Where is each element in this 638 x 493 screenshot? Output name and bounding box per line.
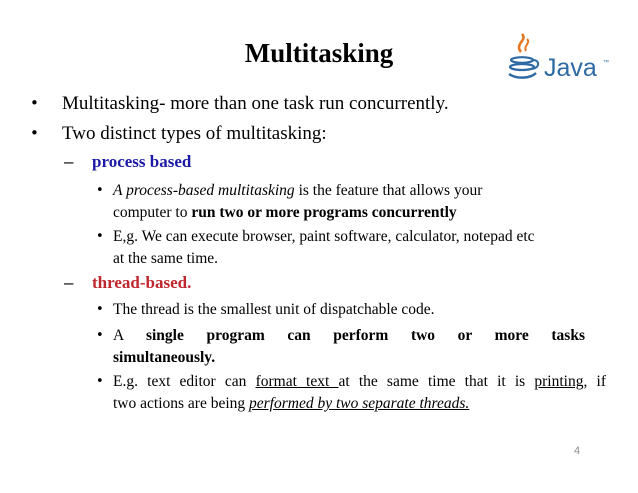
thread-item-3 [96, 371, 606, 415]
item-body: E,g. We can execute browser, paint software, calculator, notepad etc at the same time. [113, 228, 535, 267]
process-item-1 [96, 180, 606, 224]
bullet-icon: • [30, 94, 39, 112]
item-body: E.g. text editor can format text at the same time that it is printing, if two actions are being performed by two separate threads. [113, 373, 606, 412]
java-logo [504, 30, 614, 86]
thread-item-2 [96, 325, 606, 369]
item-body: The thread is the smallest unit of dispatchable code. [113, 301, 435, 318]
item-body: A process-based multitasking is the feature that allows your computer to run two or more programs concurrently [113, 182, 483, 221]
java-logo-tm: ™ [603, 60, 609, 66]
heading-text: thread-based. [92, 273, 192, 292]
process-item-2 [96, 226, 606, 270]
java-logo-text: Java [544, 54, 597, 82]
bullet-icon: • [96, 229, 104, 244]
bullet-icon: • [96, 328, 104, 343]
slide-title: Multitasking [244, 38, 394, 68]
item-body: A single program can perform two or more tasks simultaneously. [113, 327, 585, 366]
bullet-text: Two distinct types of multitasking: [62, 123, 327, 144]
java-coffee-cup-icon [504, 30, 614, 86]
page-number: 4 [574, 445, 581, 457]
bullet-icon: • [96, 374, 104, 389]
bullet-icon: • [96, 183, 104, 198]
bullet-icon: • [30, 124, 39, 142]
bullet-icon: • [96, 302, 104, 317]
dash-icon: – [64, 152, 74, 171]
bullet-text: Multitasking- more than one task run concurrently. [62, 93, 449, 114]
heading-text: process based [92, 152, 192, 171]
dash-icon: – [64, 273, 74, 292]
thread-item-1 [96, 299, 606, 321]
